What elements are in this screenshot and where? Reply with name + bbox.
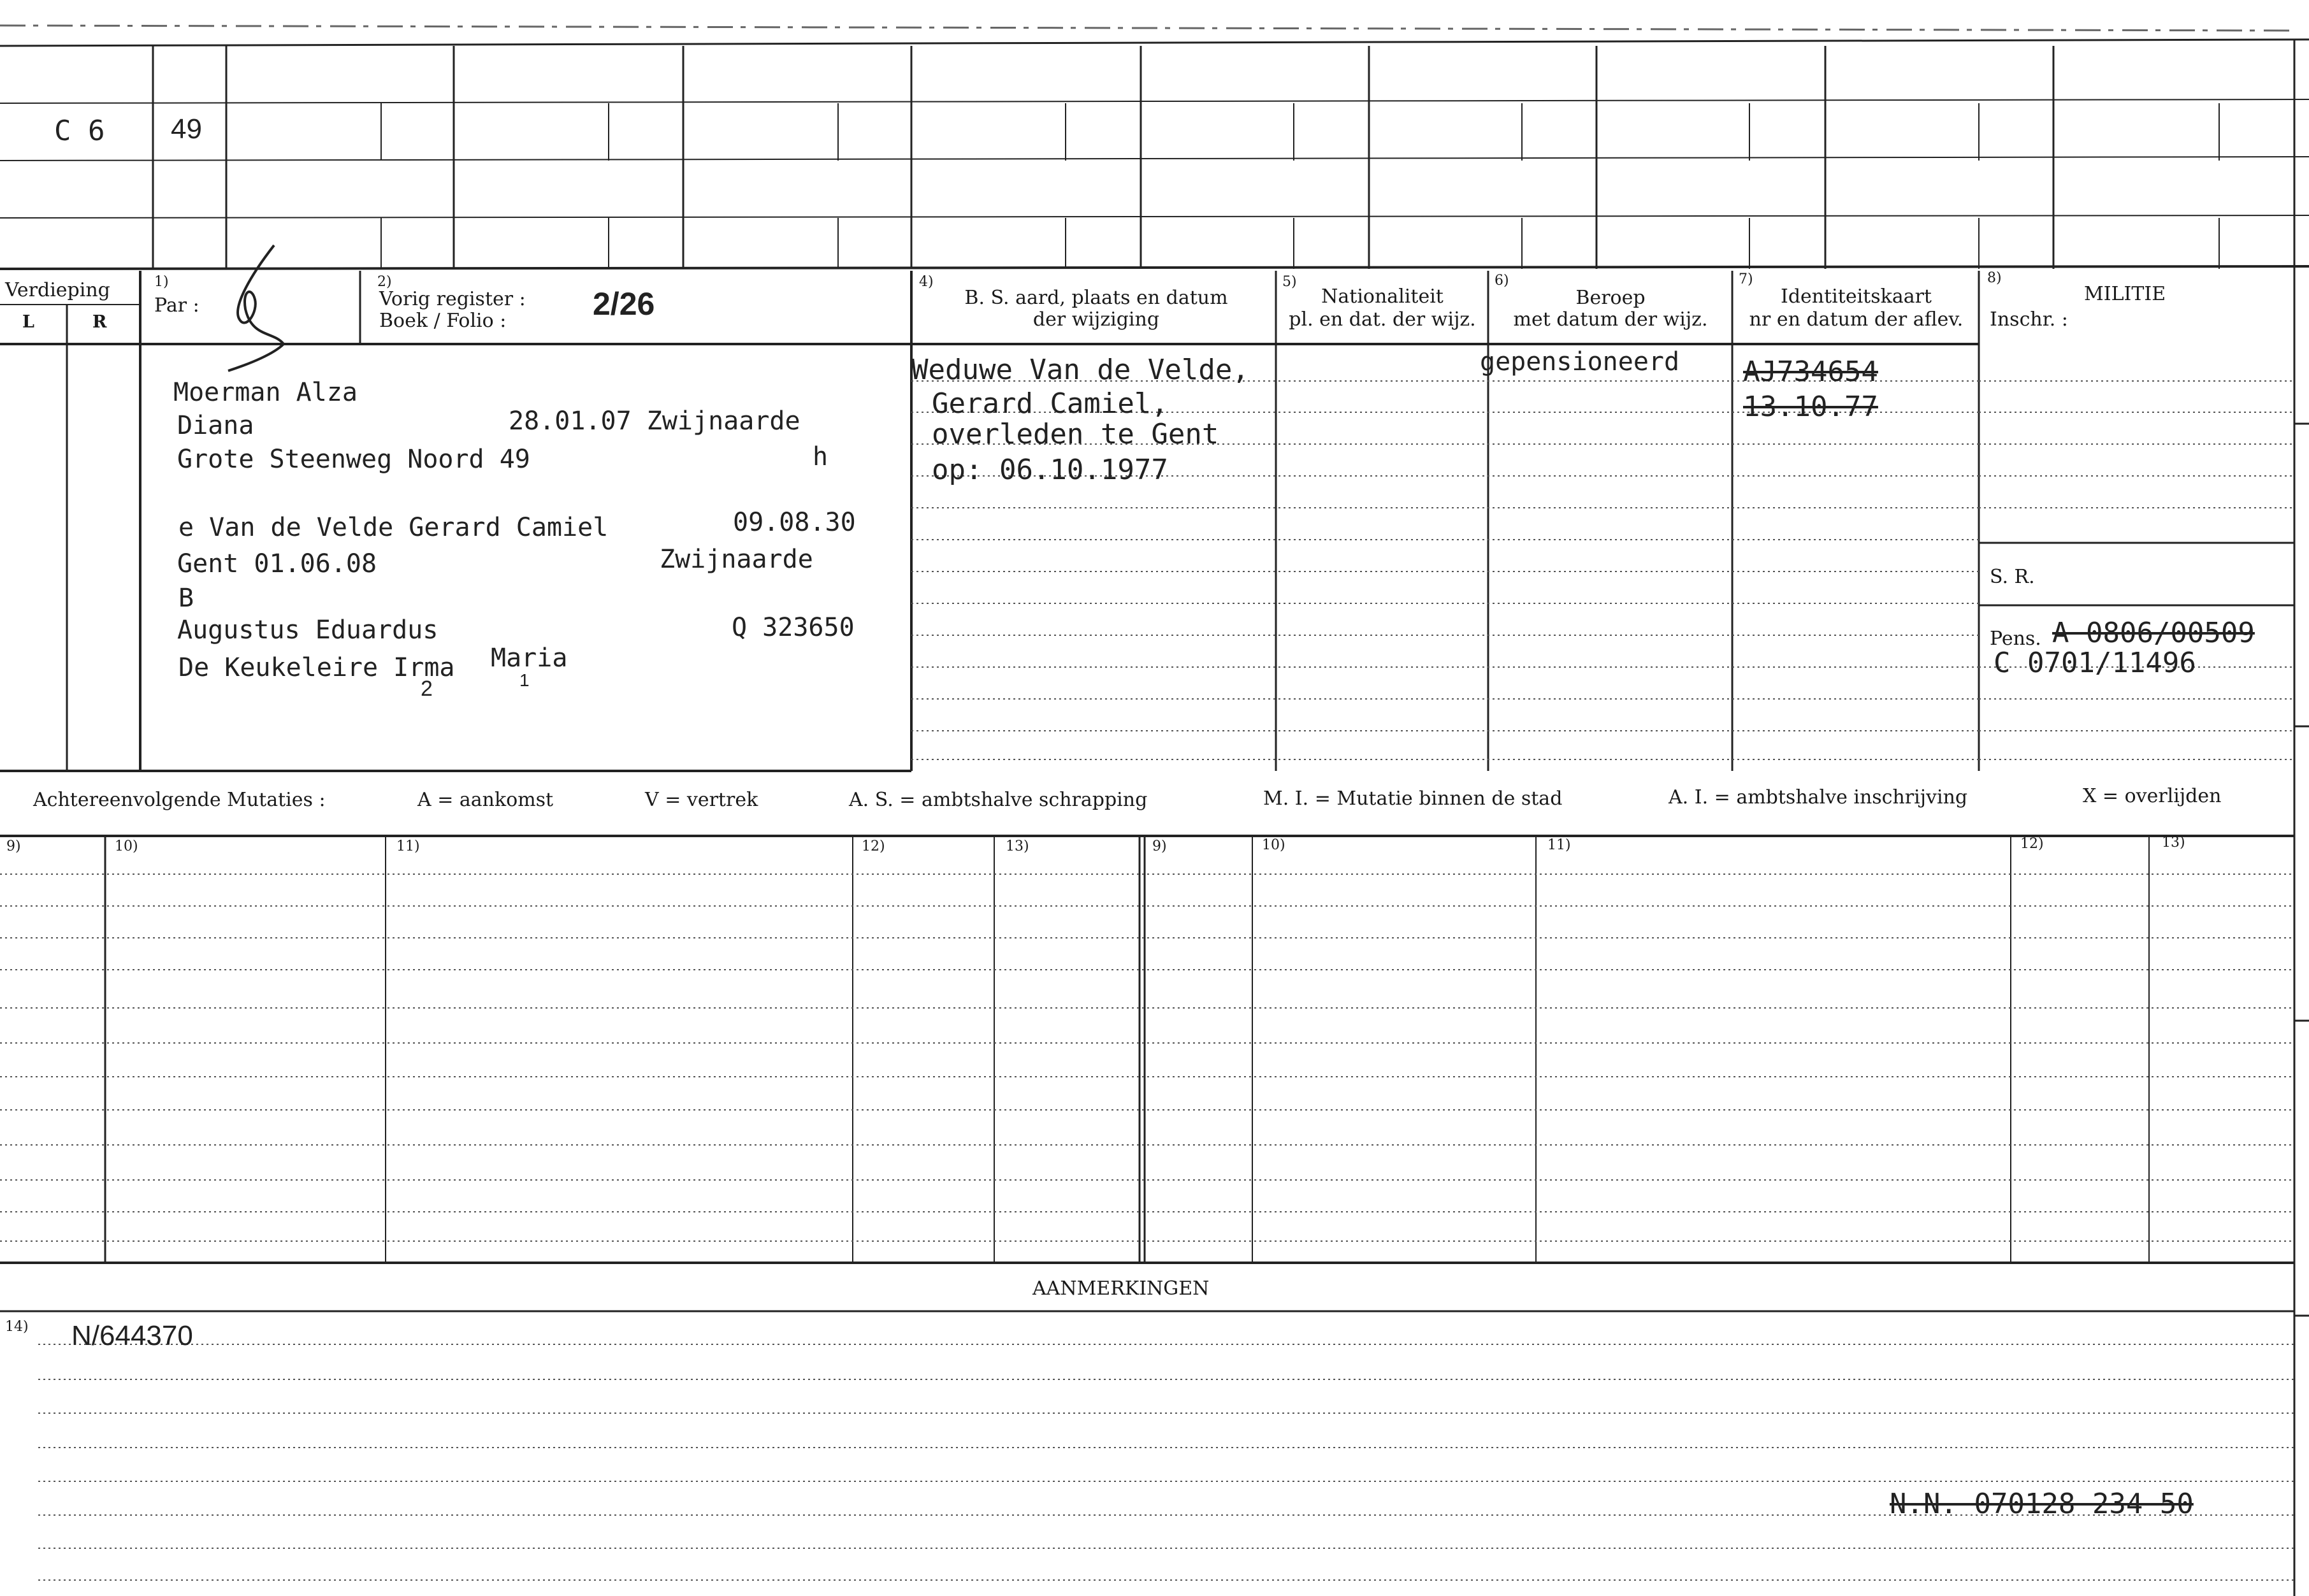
- nationaliteit-sub-header: pl. en dat. der wijz.: [1289, 308, 1476, 331]
- nationality-code: B: [178, 584, 194, 613]
- col-left-13: 13): [1006, 838, 1029, 854]
- pension-new-number: C 0701/11496: [1994, 647, 2196, 679]
- bs-header-line1: B. S. aard, plaats en datum: [964, 287, 1228, 309]
- spouse-birthdate: 09.08.30: [733, 508, 856, 537]
- beroep-header: Beroep: [1575, 287, 1646, 309]
- identiteitskaart-header: Identiteitskaart: [1781, 285, 1932, 308]
- field-number-2: 2): [377, 274, 392, 290]
- spouse-residence: Zwijnaarde: [660, 545, 813, 574]
- legend-overlijden: X = overlijden: [2083, 785, 2222, 807]
- id-card-number: AJ734654: [1743, 356, 1878, 388]
- nn-number: N.N. 070128 234 50: [1890, 1488, 2194, 1520]
- legend-aankomst: A = aankomst: [417, 789, 554, 811]
- legend-mutatie: M. I. = Mutatie binnen de stad: [1263, 787, 1563, 810]
- register-value: 2/26: [593, 286, 655, 322]
- verdieping-r: R: [92, 312, 107, 332]
- field-number-6: 6): [1495, 273, 1509, 289]
- field-number-1: 1): [154, 274, 169, 290]
- field-number-7: 7): [1739, 271, 1753, 287]
- pens-label: Pens.: [1990, 628, 2041, 650]
- sr-label: S. R.: [1990, 566, 2035, 588]
- col-left-9: 9): [6, 838, 21, 854]
- field-number-5: 5): [1282, 274, 1297, 290]
- legend-vertrek: V = vertrek: [645, 789, 758, 811]
- verdieping-l: L: [22, 312, 34, 332]
- person-address-mark: h: [813, 442, 829, 471]
- field-number-8: 8): [1987, 270, 2002, 286]
- field-number-14: 14): [5, 1319, 29, 1335]
- person-birth: 28.01.07 Zwijnaarde: [509, 406, 800, 436]
- par-label: Par :: [154, 294, 199, 317]
- col-right-10: 10): [1262, 837, 1285, 853]
- change-line-4: op: 06.10.1977: [932, 454, 1168, 486]
- mother-extra-name: Maria: [491, 643, 568, 673]
- spouse-birthplace: Gent 01.06.08: [177, 549, 377, 579]
- col-left-12: 12): [862, 838, 885, 854]
- col-left-10: 10): [115, 838, 138, 854]
- col-right-12: 12): [2020, 836, 2044, 852]
- remarks-value: N/644370: [71, 1320, 193, 1351]
- boek-folio-label: Boek / Folio :: [379, 310, 507, 332]
- beroep-value: gepensioneerd: [1480, 347, 1680, 377]
- id-card-date: 13.10.77: [1743, 391, 1878, 423]
- father-name: Augustus Eduardus: [177, 615, 438, 645]
- vorig-register-label: Vorig register :: [379, 288, 526, 310]
- col-right-13: 13): [2162, 835, 2185, 851]
- col-right-11: 11): [1547, 837, 1571, 853]
- person-address: Grote Steenweg Noord 49: [177, 445, 530, 474]
- handwritten-par-mark: [228, 245, 284, 371]
- field-number-4: 4): [919, 274, 934, 290]
- identiteitskaart-sub-header: nr en datum der aflev.: [1749, 308, 1964, 331]
- pension-old-number: A 0806/00509: [2052, 617, 2255, 649]
- change-line-3: overleden te Gent: [932, 418, 1219, 450]
- person-surname: Moerman Alza: [173, 378, 358, 407]
- insertion-mark-2: 2: [421, 677, 433, 701]
- verdieping-label: Verdieping: [5, 279, 110, 301]
- person-firstname: Diana: [177, 411, 254, 440]
- father-code: Q 323650: [732, 613, 855, 642]
- legend-schrapping: A. S. = ambtshalve schrapping: [849, 789, 1148, 811]
- change-line-1: Weduwe Van de Velde,: [911, 354, 1249, 386]
- top-grid-number: 49: [171, 113, 202, 145]
- legend-inschrijving: A. I. = ambtshalve inschrijving: [1668, 786, 1968, 809]
- insertion-mark-1: 1: [519, 670, 530, 690]
- inschr-label: Inschr. :: [1990, 308, 2068, 331]
- change-line-2: Gerard Camiel,: [932, 387, 1168, 420]
- col-left-11: 11): [396, 838, 420, 854]
- mutations-title: Achtereenvolgende Mutaties :: [33, 789, 326, 811]
- mother-name: De Keukeleire Irma: [178, 653, 455, 682]
- remarks-title: AANMERKINGEN: [1032, 1277, 1210, 1300]
- col-right-9: 9): [1152, 838, 1167, 854]
- top-grid-code: C 6: [54, 115, 105, 147]
- beroep-sub-header: met datum der wijz.: [1513, 308, 1708, 331]
- spouse-name: e Van de Velde Gerard Camiel: [178, 513, 609, 542]
- nationaliteit-header: Nationaliteit: [1321, 285, 1444, 308]
- militie-header: MILITIE: [2084, 283, 2166, 305]
- bs-header-line2: der wijziging: [1032, 308, 1160, 331]
